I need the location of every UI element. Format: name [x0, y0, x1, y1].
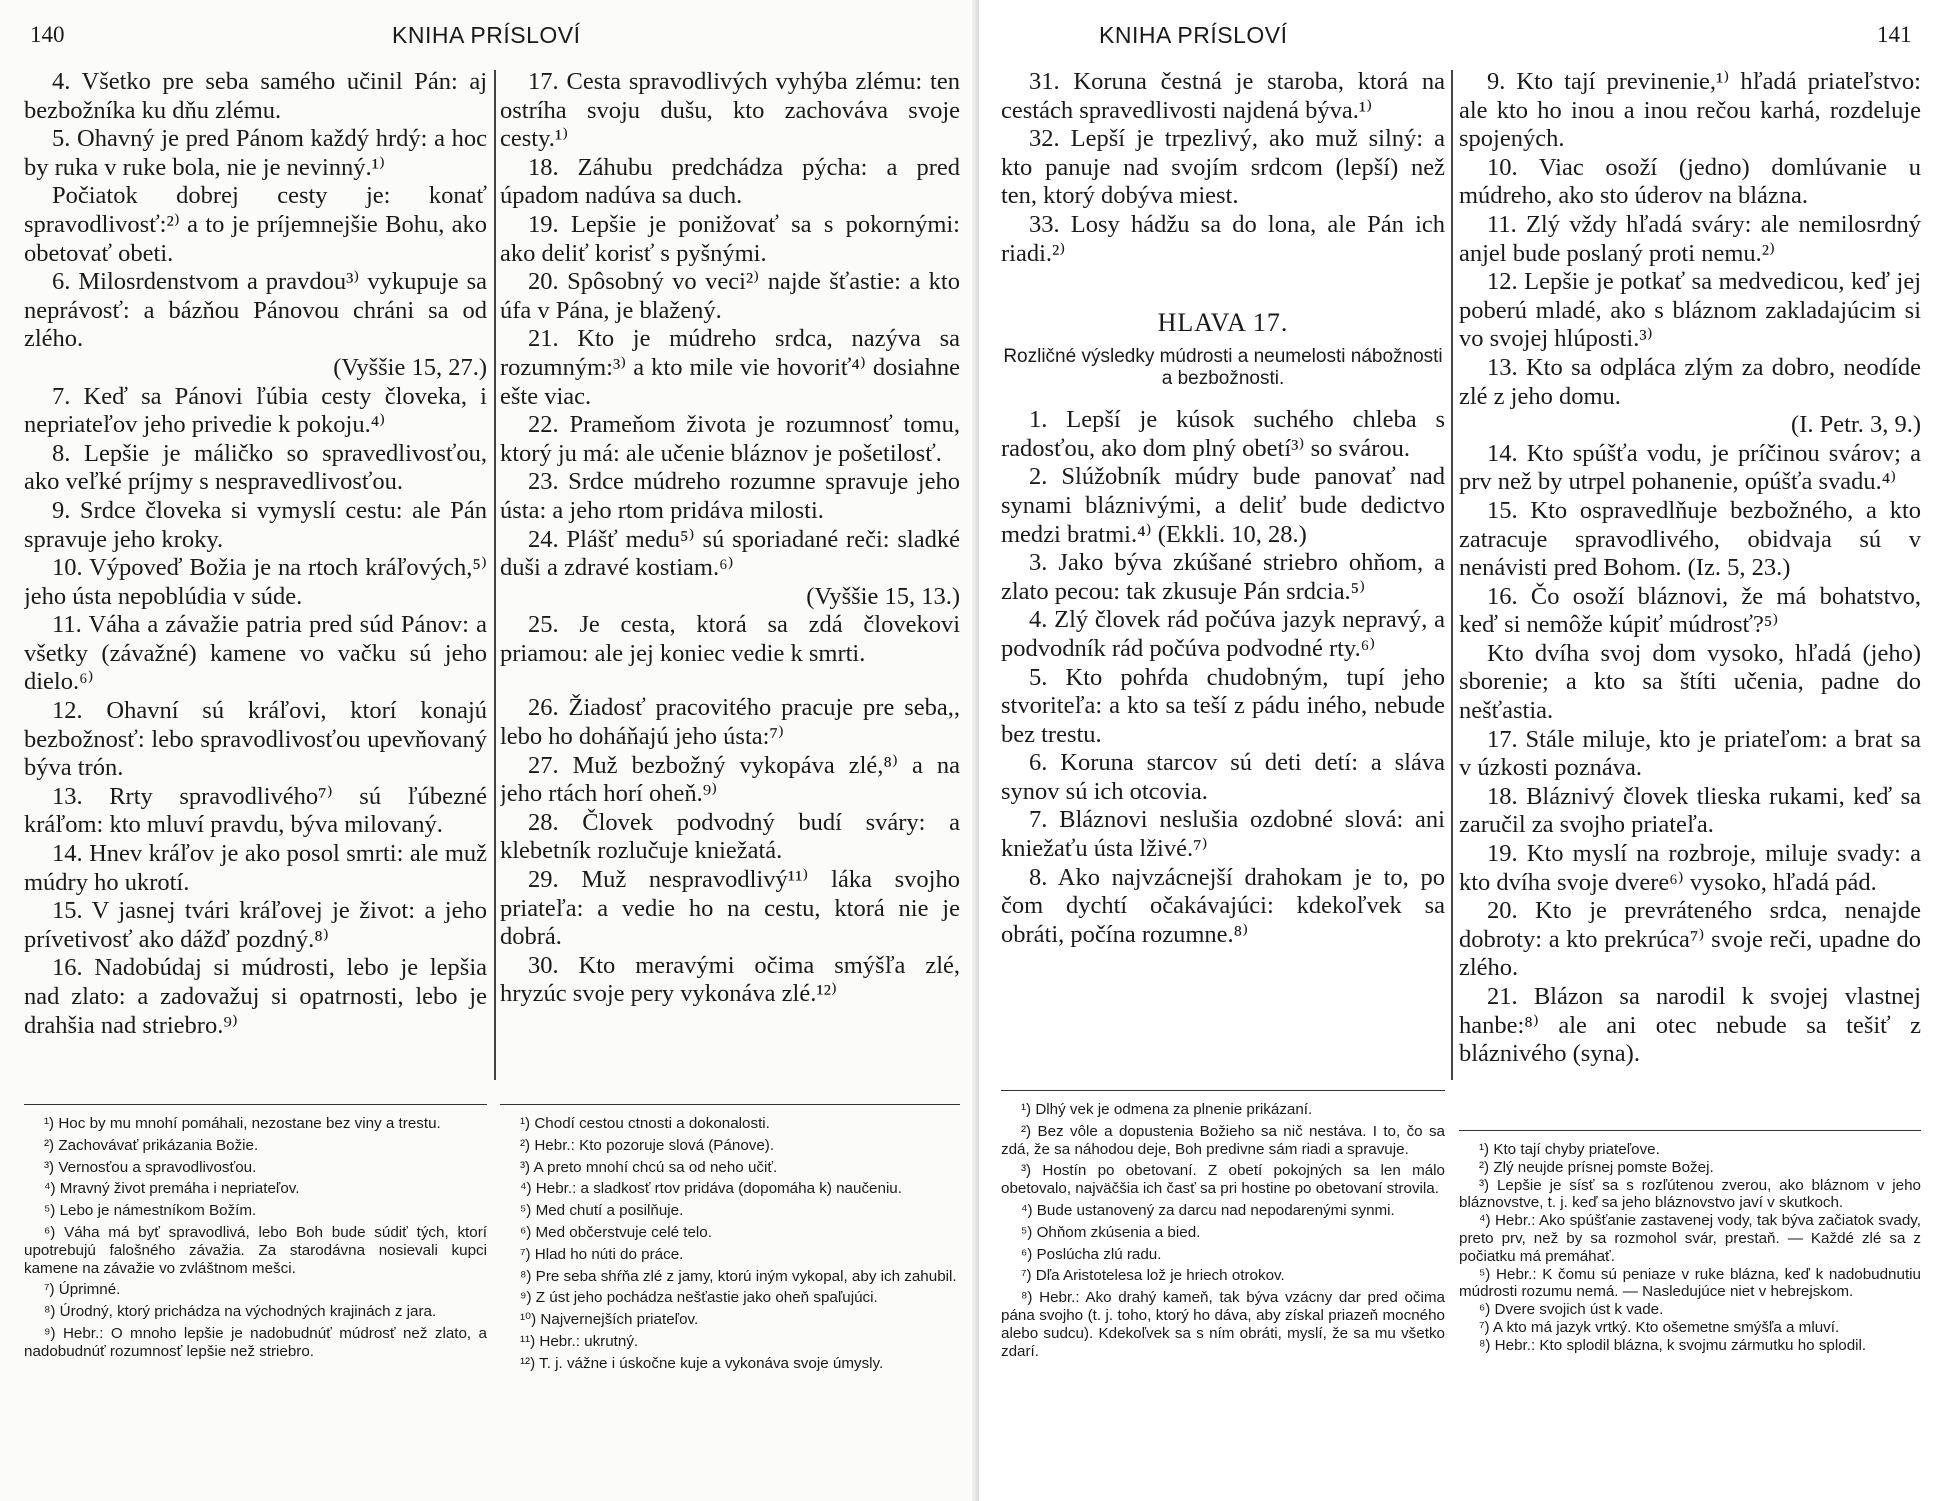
footnote: ³) Hostín po obetovaní. Z obetí pokojných sa len málo obetovalo, najväčšia ich časť sa pri hostine po obetovaní strovila. — [1001, 1162, 1445, 1198]
footnote: ⁶) Váha má byť spravodlivá, lebo Boh bude súdiť tých, ktorí upotrebujú falošného závažia. Za starodávna nosievali kupci kamene na závažie vo zvláštnom mešci. — [24, 1223, 487, 1277]
left-column-2 — [500, 68, 960, 1090]
verse: 14. Kto spúšťa vodu, je príčinou svárov; a prv než by utrpel pohanenie, opúšťa svadu.⁴⁾ — [1459, 439, 1921, 496]
verse: 31. Koruna čestná je staroba, ktorá na cestách spravedlivosti najdená býva.¹⁾ — [1001, 68, 1445, 124]
footnotes-left-2 — [500, 1104, 960, 1495]
column-divider — [1451, 70, 1453, 1080]
verse: 29. Muž nespravodlivý¹¹⁾ láka svojho priateľa: a vedie ho na cestu, ktorá nie je dobrá. — [500, 866, 960, 951]
verse: 9. Srdce človeka si vymyslí cestu: ale Pán spravuje jeho kroky. — [24, 496, 487, 553]
footnote: ⁴) Mravný život premáha i nepriateľov. — [44, 1180, 300, 1198]
verse: 7. Bláznovi neslušia ozdobné slová: ani kniežaťu ústa lživé.⁷⁾ — [1001, 806, 1445, 863]
verse: Kto dvíha svoj dom vysoko, hľadá (jeho) sborenie; a kto sa štíti učenia, padne do nešťastia. — [1459, 639, 1921, 725]
footnote: ⁴) Bude ustanovený za darcu nad nepodarenými synmi. — [1021, 1201, 1395, 1219]
verse: 21. Blázon sa narodil k svojej vlastnej hanbe:⁸⁾ ale ani otec nebude sa tešiť z bláznivého (syna). — [1459, 983, 1921, 1068]
footnote: ⁴) Hebr.: a sladkosť rtov pridáva (dopomáha k) naučeniu. — [520, 1180, 902, 1198]
chapter-title: HLAVA 17. — [1157, 308, 1289, 338]
footnotes-left-1 — [24, 1104, 487, 1495]
footnote: ⁵) Med chutí a posilňuje. — [520, 1202, 684, 1220]
page-number-right: 141 — [1877, 22, 1912, 47]
cross-reference: (Vyššie 15, 27.) — [333, 353, 487, 381]
footnote: ⁸) Hebr.: Ako drahý kameň, tak býva vzácny dar pred očima pána svojho (t. j. toho, ktorý ho dáva, aby získal priazeň mocného alebo sudcu). Kdekoľvek sa s ním obráti, myslí, že sa mu všetko zdarí. — [1001, 1289, 1445, 1360]
footnote: ⁵) Ohňom zkúsenia a bied. — [1021, 1223, 1201, 1241]
verse: 15. V jasnej tvári kráľovej je život: a jeho prívetivosť ako dážď pozdný.⁸⁾ — [24, 897, 487, 953]
verse: 5. Ohavný je pred Pánom každý hrdý: a hoc by ruka v ruke bola, nie je nevinný.¹⁾ — [24, 125, 487, 181]
verse: 7. Keď sa Pánovi ľúbia cesty človeka, i nepriateľov jeho privedie k pokoju.⁴⁾ — [24, 382, 487, 439]
footnotes-right-2 — [1459, 1130, 1921, 1496]
footnote: ³) Lepšie je sísť sa s rozľútenou zverou, ako bláznom v jeho bláznovstve, t. j. keď sa jeho bláznovstvo javí v skutkoch. — [1459, 1176, 1921, 1212]
verse: 18. Bláznivý človek tlieska rukami, keď sa zaručil za svojho priateľa. — [1459, 782, 1921, 839]
verse: 20. Kto je prevráteného srdca, nenajde dobroty: a kto prekrúca⁷⁾ svoje reči, upadne do zlého. — [1459, 897, 1921, 982]
footnote: ²) Hebr.: Kto pozoruje slová (Pánove). — [520, 1136, 775, 1154]
verse: 5. Kto pohŕda chudobným, tupí jeho stvoriteľa: a kto sa teší z pádu iného, nebude bez trestu. — [1001, 663, 1445, 748]
verse: 19. Kto myslí na rozbroje, miluje svady: a kto dvíha svoje dvere⁶⁾ vysoko, hľadá pád. — [1459, 840, 1921, 896]
verse: 18. Záhubu predchádza pýcha: a pred úpadom nadúva sa duch. — [500, 153, 960, 210]
verse: 21. Kto je múdreho srdca, nazýva sa rozumným:³⁾ a kto mile vie hovoriť⁴⁾ dosiahne ešte viac. — [500, 325, 960, 410]
footnote: ⁵) Hebr.: K čomu sú peniaze v ruke blázna, keď k nadobudnutiu múdrosti rozumu nemá. — Nasledujúce niet v hebrejskom. — [1459, 1265, 1921, 1301]
column-divider — [494, 70, 496, 1080]
verse: 30. Kto meravými očima smýšľa zlé, hryzúc svoje pery vykonáva zlé.¹²⁾ — [500, 951, 960, 1008]
verse: 6. Koruna starcov sú deti detí: a sláva synov sú ich otcovia. — [1001, 749, 1445, 805]
right-column-1 — [1001, 68, 1445, 1090]
footnote: ³) A preto mnohí chcú sa od neho učiť. — [520, 1158, 778, 1176]
footnote: ¹) Hoc by mu mnohí pomáhali, nezostane bez viny a trestu. — [44, 1115, 441, 1132]
verse: 15. Kto ospravedlňuje bezbožného, a kto zatracuje spravodlivého, obidvaja sú v nenávisti pred Bohom. (Iz. 5, 23.) — [1459, 496, 1921, 582]
verse: 11. Váha a závažie patria pred súd Pánov: a všetky (závažné) kamene vo vačku sú jeho dielo.⁶⁾ — [24, 611, 487, 696]
verse: 19. Lepšie je ponižovať sa s pokornými: ako deliť korisť s pyšnými. — [500, 210, 960, 267]
verse: 33. Losy hádžu sa do lona, ale Pán ich riadi.²⁾ — [1001, 210, 1445, 267]
verse: Počiatok dobrej cesty je: konať spravodlivosť:²⁾ a to je príjemnejšie Bohu, ako obetovať obeti. — [24, 182, 487, 267]
verse: 20. Spôsobný vo veci²⁾ najde šťastie: a kto úfa v Pána, je blažený. — [500, 268, 960, 324]
cross-reference: (Vyššie 15, 13.) — [806, 582, 960, 610]
verse: 26. Žiadosť pracovitého pracuje pre seba,, lebo ho doháňajú jeho ústa:⁷⁾ — [500, 694, 960, 751]
verse: 23. Srdce múdreho rozumne spravuje jeho ústa: a jeho rtom pridáva milosti. — [500, 468, 960, 524]
verse: 9. Kto tají previnenie,¹⁾ hľadá priateľstvo: ale kto ho inou a inou rečou karhá, rozdeluje spojených. — [1459, 68, 1921, 153]
verse: 1. Lepší je kúsok suchého chleba s radosťou, ako dom plný obetí³⁾ so svárou. — [1001, 406, 1445, 462]
footnote: ¹) Dlhý vek je odmena za plnenie prikázaní. — [1021, 1101, 1313, 1118]
footnote: ¹¹) Hebr.: ukrutný. — [520, 1332, 639, 1350]
footnote: ⁵) Lebo je námestníkom Božím. — [44, 1202, 257, 1220]
footnote: ⁹) Hebr.: O mnoho lepšie je nadobudnúť múdrosť než zlato, a nadobudnúť rozumnosť lepšie než striebro. — [24, 1324, 487, 1360]
verse: 3. Jako býva zkúšané striebro ohňom, a zlato pecou: tak zkusuje Pán srdcia.⁵⁾ — [1001, 549, 1445, 605]
verse: 10. Výpoveď Božia je na rtoch kráľových,⁵⁾ jeho ústa nepoblúdia v súde. — [24, 554, 487, 610]
right-column-2 — [1459, 68, 1921, 1090]
footnote: ⁸) Pre seba shŕňa zlé z jamy, ktorú iným vykopal, aby ich zahubil. — [520, 1267, 957, 1285]
verse: 17. Cesta spravodlivých vyhýba zlému: ten ostríha svoju dušu, kto zachováva svoje cesty.¹⁾ — [500, 68, 960, 153]
chapter-subtitle: Rozličné výsledky múdrosti a neumelosti nábožnosti a bezbožnosti. — [1003, 346, 1443, 390]
verse: 2. Slúžobník múdry bude panovať nad synami bláznivými, a deliť bude dedictvo medzi bratmi.⁴⁾ (Ekkli. 10, 28.) — [1001, 463, 1445, 548]
footnote: ¹) Chodí cestou ctnosti a dokonalosti. — [520, 1115, 770, 1132]
verse: 16. Čo osoží bláznovi, že má bohatstvo, keď si nemôže kúpiť múdrosť?⁵⁾ — [1459, 582, 1921, 639]
verse: 32. Lepší je trpezlivý, ako muž silný: a kto panuje nad svojím srdcom (lepší) než ten, ktorý dobýva miest. — [1001, 125, 1445, 210]
footnote: ⁸) Úrodný, ktorý prichádza na východných krajinách z jara. — [44, 1303, 437, 1321]
footnote: ⁷) Dľa Aristotelesa lož je hriech otrokov. — [1021, 1267, 1285, 1285]
footnote: ⁴) Hebr.: Ako spúšťanie zastavenej vody, tak býva začiatok svady, preto prv, než by sa rozmohol svár, prestaň. — Každé zlé sa z počiatku má premáhať. — [1459, 1212, 1921, 1265]
footnote: ¹) Kto tají chyby priateľove. — [1479, 1141, 1660, 1158]
running-header-left: KNIHA PRÍSLOVÍ — [392, 22, 581, 48]
verse: 13. Rrty spravodlivého⁷⁾ sú ľúbezné kráľom: kto mluví pravdu, býva milovaný. — [24, 782, 487, 839]
footnote: ⁶) Dvere svojich úst k vade. — [1479, 1301, 1664, 1319]
cross-reference: (I. Petr. 3, 9.) — [1791, 411, 1921, 439]
verse: 14. Hnev kráľov je ako posol smrti: ale muž múdry ho ukrotí. — [24, 840, 487, 896]
footnote: ⁶) Poslúcha zlú radu. — [1021, 1245, 1162, 1263]
verse: 27. Muž bezbožný vykopáva zlé,⁸⁾ a na jeho rtách horí oheň.⁹⁾ — [500, 751, 960, 808]
footnote: ²) Zachovávať prikázania Božie. — [44, 1136, 259, 1154]
verse: 12. Lepšie je potkať sa medvedicou, keď jej poberú mladé, ako s bláznom zakladajúcim si vo svojej hlúposti.³⁾ — [1459, 268, 1921, 353]
footnote: ⁷) Úprimné. — [44, 1281, 121, 1299]
verse: 13. Kto sa odpláca zlým za dobro, neodíde zlé z jeho domu. — [1459, 353, 1921, 410]
verse: 16. Nadobúdaj si múdrosti, lebo je lepšia nad zlato: a zadovažuj si opatrnosti, lebo je drahšia nad striebro.⁹⁾ — [24, 954, 487, 1039]
page-number-left: 140 — [30, 22, 65, 47]
footnote: ²) Bez vôle a dopustenia Božieho sa nič nestáva. I to, čo sa zdá, že sa náhodou deje, Boh predivne sám riadi a spravuje. — [1001, 1122, 1445, 1158]
footnote: ⁷) Hlad ho núti do práce. — [520, 1245, 684, 1263]
verse: 28. Človek podvodný budí sváry: a klebetník rozlučuje kniežatá. — [500, 808, 960, 865]
right-page — [979, 0, 1958, 1501]
verse: 6. Milosrdenstvom a pravdou³⁾ vykupuje sa neprávosť: a bázňou Pánovou chráni sa od zlého. — [24, 268, 487, 353]
verse: 17. Stále miluje, kto je priateľom: a brat sa v úzkosti poznáva. — [1459, 725, 1921, 782]
running-header-right: KNIHA PRÍSLOVÍ — [1099, 22, 1288, 48]
footnote: ⁶) Med občerstvuje celé telo. — [520, 1223, 712, 1241]
verse: 10. Viac osoží (jedno) domlúvanie u múdreho, ako sto úderov na blázna. — [1459, 153, 1921, 210]
verse: 4. Všetko pre seba samého učinil Pán: aj bezbožníka ku dňu zlému. — [24, 68, 487, 124]
verse: 24. Plášť medu⁵⁾ sú sporiadané reči: sladké duši a zdravé kostiam.⁶⁾ — [500, 525, 960, 582]
verse: 22. Prameňom života je rozumnosť tomu, ktorý ju má: ale učenie bláznov je pošetilosť. — [500, 411, 960, 467]
verse: 8. Ako najvzácnejší drahokam je to, po čom dychtí očakávajúci: kdekoľvek sa obráti, počína rozumne.⁸⁾ — [1001, 863, 1445, 948]
footnote: ¹⁰) Najvernejších priateľov. — [520, 1311, 699, 1329]
footnotes-right-1 — [1001, 1090, 1445, 1496]
footnote: ³) Vernosťou a spravodlivosťou. — [44, 1158, 257, 1176]
footnote: ⁸) Hebr.: Kto splodil blázna, k svojmu zármutku ho splodil. — [1479, 1336, 1867, 1354]
verse: 8. Lepšie je máličko so spravedlivosťou, ako veľké príjmy s nespravedlivosťou. — [24, 439, 487, 496]
verse: 25. Je cesta, ktorá sa zdá človekovi priamou: ale jej koniec vedie k smrti. — [500, 611, 960, 667]
footnote: ²) Zlý neujde prísnej pomste Božej. — [1479, 1158, 1714, 1176]
footnote: ⁷) A kto má jazyk vrtký. Kto ošemetne smýšľa a mluví. — [1479, 1318, 1840, 1336]
footnote: ¹²) T. j. vážne i úskočne kuje a vykonáva svoje úmysly. — [520, 1354, 884, 1372]
left-column-1 — [24, 68, 487, 1090]
verse: 4. Zlý človek rád počúva jazyk nepravý, a podvodník rád počúva podvodné rty.⁶⁾ — [1001, 606, 1445, 662]
verse: 12. Ohavní sú kráľovi, ktorí konajú bezbožnosť: lebo spravodlivosťou upevňovaný býva trón. — [24, 697, 487, 782]
footnote: ⁹) Z úst jeho pochádza nešťastie jako oheň spaľujúci. — [520, 1289, 878, 1307]
verse: 11. Zlý vždy hľadá sváry: ale nemilosrdný anjel bude poslaný proti nemu.²⁾ — [1459, 210, 1921, 267]
